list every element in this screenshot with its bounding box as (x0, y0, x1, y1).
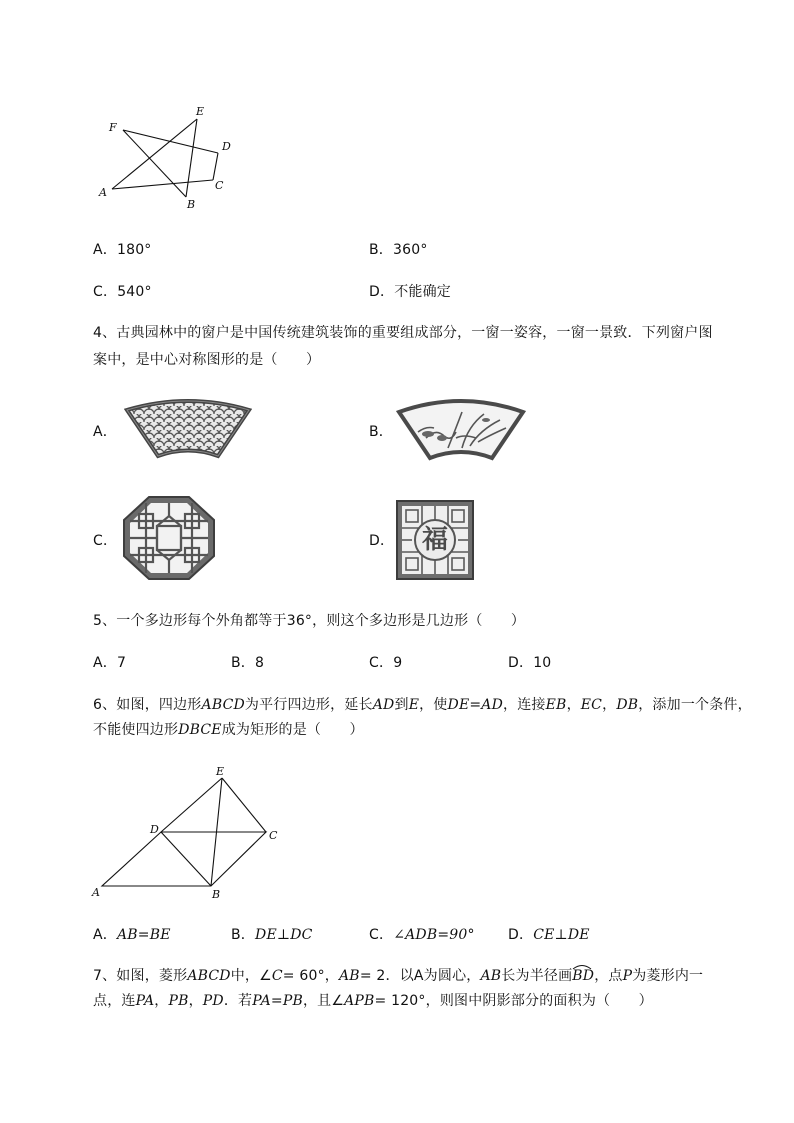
q3-option-b[interactable] (369, 240, 428, 260)
text: PD (202, 993, 224, 1009)
q6-stem-line2 (93, 720, 364, 740)
text: BD (572, 968, 595, 984)
q5-option-a[interactable] (93, 653, 126, 673)
text: 成为矩形的是（ ） (221, 722, 364, 738)
text: ABCD (201, 697, 245, 713)
text: 为菱形内一 (632, 968, 704, 984)
q4-option-d-key[interactable]: D． (369, 533, 395, 549)
q5-option-b[interactable] (231, 653, 264, 673)
window-c-octagon-lattice[interactable] (121, 494, 217, 582)
window-a-fan-scales[interactable] (124, 398, 252, 466)
label-b: B (212, 888, 221, 901)
label-a: A (99, 186, 107, 199)
option-text: 8 (255, 655, 265, 671)
text: DE=AD (447, 697, 504, 713)
text: C (271, 968, 283, 984)
text: P (622, 968, 633, 984)
text: = 120°，则图中阴影部分的面积为（ ） (374, 993, 653, 1009)
text: ABCD (187, 968, 231, 984)
text: 7、如图，菱形 (93, 968, 188, 984)
option-text: 540° (117, 284, 152, 300)
label-a: A (92, 886, 100, 899)
text: ，连接 (503, 697, 546, 713)
label-e: E (196, 105, 205, 118)
fu-character: 福 (421, 525, 448, 555)
label-d: D (150, 823, 159, 836)
text: = 2．以A为圆心， (359, 968, 481, 984)
text: AD (372, 697, 395, 713)
q3-option-a[interactable] (93, 240, 152, 260)
text: 到 (394, 697, 409, 713)
q6-option-b[interactable] (231, 925, 313, 945)
arc-mark (572, 964, 592, 970)
text: PA (252, 993, 271, 1009)
option-key: B． (369, 242, 394, 258)
text: 长为半径画 (501, 968, 573, 984)
text: APB (344, 993, 375, 1009)
q4-option-c-key[interactable]: C． (93, 533, 118, 549)
text: = 60°， (282, 968, 339, 984)
option-text: ∠ADB=90° (393, 927, 475, 943)
text: ，使 (419, 697, 448, 713)
text: E (408, 697, 420, 713)
text: PB (282, 993, 303, 1009)
text: ， (188, 993, 203, 1009)
option-text: 7 (116, 655, 127, 671)
q4-option-b-key[interactable]: B． (369, 424, 394, 440)
q6-option-d[interactable] (508, 925, 590, 945)
segment-dc (213, 153, 218, 180)
text: 为平行四边形，延长 (244, 697, 373, 713)
option-key: C． (369, 927, 394, 943)
text: DBCE (178, 722, 222, 738)
option-key: D． (369, 284, 395, 300)
option-text: 9 (393, 655, 403, 671)
window-d-square-fu[interactable] (396, 500, 474, 580)
q7-stem-line1 (93, 966, 703, 986)
segment-db (161, 832, 211, 886)
parallelogram-abcd (102, 832, 266, 886)
option-key: B． (231, 655, 256, 671)
segment-ae (112, 119, 197, 189)
text: PA (135, 993, 155, 1009)
text: ．若 (223, 993, 253, 1009)
text: ，点 (594, 968, 623, 984)
text: 点，连 (93, 993, 136, 1009)
option-text: 360° (393, 242, 428, 258)
text: ， (154, 993, 169, 1009)
label-e: E (216, 765, 225, 778)
text: ，且∠ (302, 993, 345, 1009)
window-b-fan-plants[interactable] (396, 398, 526, 466)
q6-option-c[interactable] (369, 925, 475, 945)
arc-bd (572, 966, 594, 986)
option-text: DE⊥DC (255, 927, 313, 943)
q3-option-c[interactable] (93, 282, 152, 302)
option-text: AB=BE (116, 927, 171, 943)
text: ， (566, 697, 581, 713)
q4-stem-line1: 4、古典园林中的窗户是中国传统建筑装饰的重要组成部分，一窗一姿容，一窗一景致．下列窗户图 (93, 325, 713, 341)
option-key: C． (93, 284, 118, 300)
segment-ac (112, 180, 213, 189)
option-key: D． (508, 927, 534, 943)
figure-q3 (90, 100, 250, 215)
text: ， (602, 697, 617, 713)
text: AB (339, 968, 360, 984)
text: = (270, 993, 283, 1009)
label-c: C (269, 829, 278, 842)
option-key: B． (231, 927, 256, 943)
option-key: C． (369, 655, 394, 671)
q7-stem-line2 (93, 991, 653, 1011)
option-key: D． (508, 655, 534, 671)
segment-eb (186, 119, 197, 197)
q6-option-a[interactable] (93, 925, 171, 945)
text: 不能使四边形 (93, 722, 179, 738)
q4-stem-line2: 案中，是中心对称图形的是（ ） (93, 352, 321, 368)
text: 中，∠ (230, 968, 272, 984)
text: PB (168, 993, 189, 1009)
label-b: B (187, 198, 196, 211)
text: EC (580, 697, 603, 713)
text: 6、如图，四边形 (93, 697, 202, 713)
option-key: A． (93, 242, 117, 258)
option-text: 10 (533, 655, 552, 671)
option-text: 180° (116, 242, 152, 258)
figure-q6 (88, 760, 288, 905)
q4-option-a-key[interactable]: A． (93, 424, 117, 440)
text: DB (616, 697, 639, 713)
text: ，添加一个条件， (638, 697, 752, 713)
option-key: A． (93, 927, 117, 943)
label-f: F (109, 121, 117, 134)
segment-ec (222, 778, 266, 832)
q5-option-c[interactable] (369, 653, 402, 673)
q5-stem: 5、一个多边形每个外角都等于36°，则这个多边形是几边形（ ） (93, 613, 526, 629)
q3-option-d[interactable] (369, 282, 451, 302)
text: EB (545, 697, 567, 713)
option-text: 不能确定 (394, 284, 451, 300)
option-text: CE⊥DE (533, 927, 590, 943)
option-key: A． (93, 655, 117, 671)
segment-de (161, 778, 222, 832)
label-c: C (215, 179, 224, 192)
text: AB (480, 968, 502, 984)
q5-option-d[interactable] (508, 653, 551, 673)
segment-fd (123, 130, 218, 153)
label-d: D (222, 140, 231, 153)
q6-stem-line1 (93, 695, 752, 715)
